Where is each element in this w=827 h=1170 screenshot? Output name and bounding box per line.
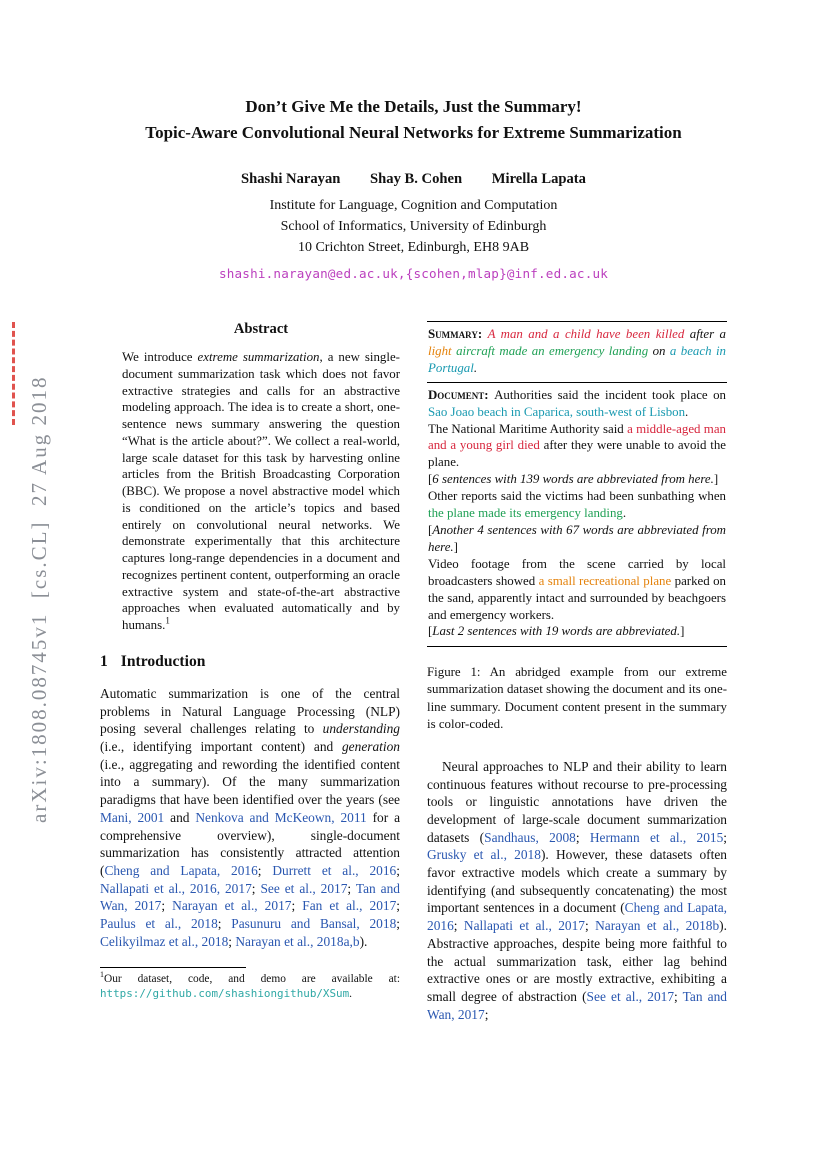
citation-link[interactable]: Nenkova and McKeown, 2011 [195,809,367,825]
text-run: ; [396,898,401,914]
text-run: and [164,809,196,825]
margin-dashed-line [12,322,15,425]
text-run: extreme summarization [197,350,320,364]
text-run: ; [674,988,683,1004]
text-run: Document: [428,387,495,402]
figure-doc-ellipsis-note [428,522,726,556]
text-run: Neural approaches to NLP and their ability to learn continuous features without recourse to pre-processing tools or linguistic annotations have driven the development of large-scale document summarization datasets ( [427,758,727,845]
text-run: . [685,404,689,419]
text-run: 1 [100,970,104,980]
figure-doc-paragraph [428,421,726,472]
text-run: Authorities said the incident took place on [494,387,727,402]
citation-link[interactable]: Narayan et al., 2018a,b [235,933,360,949]
text-run: . [473,360,478,375]
text-run: ; [453,918,464,934]
text-run: Our dataset, code, and demo are available at: [103,973,400,986]
text-run: Another 4 sentences with 67 words are abbreviated from here. [428,522,726,554]
title-line-2: Topic-Aware Convolutional Neural Networks for Extreme Summarization [145,122,682,142]
text-run: ; [484,1006,489,1022]
text-run: a small recreational plane [538,573,672,588]
right-column [427,321,727,1023]
text-run: ; [396,862,400,878]
text-run: A man and a child have been killed [487,327,685,341]
paper-title [0,94,827,145]
text-run: Automatic summarization is one of the central problems in Natural Language Processing (NLP) posing several challenges relating to [100,686,400,737]
figure-doc-ellipsis-note [428,623,726,640]
citation-link[interactable]: See et al., 2017 [586,988,675,1004]
author-name-3: Mirella Lapata [491,171,586,187]
title-line-1: Don’t Give Me the Details, Just the Summary! [245,97,582,116]
section-title: Introduction [120,653,206,671]
citation-link[interactable]: Nallapati et al., 2016, 2017 [100,880,252,896]
two-column-body [0,321,827,1023]
text-run: ; [257,862,273,878]
citation-link[interactable]: Paulus et al., 2018 [100,915,218,931]
text-run: the plane made its emergency landing [428,506,623,521]
affiliation-line-1: Institute for Language, Cognition and Computation [269,198,558,213]
text-run: ; [575,829,590,845]
figure-box [427,321,727,647]
text-run: ] [713,472,719,487]
figure-doc-paragraph [428,556,726,624]
citation-link[interactable]: See et al., 2017 [260,880,348,896]
text-run: ; [161,898,173,914]
citation-link[interactable]: Nallapati et al., 2017 [463,918,585,934]
text-run: (i.e., identifying important content) and [100,739,342,755]
text-run: Video footage from the scene carried by local broadcasters showed [428,556,726,588]
affiliation-line-2: School of Informatics, University of Edinburgh [280,219,547,234]
footnote-text [100,972,400,1002]
author-list [0,171,827,188]
author-name-1: Shashi Narayan [241,171,341,187]
text-run: We introduce [122,350,198,364]
intro-paragraph [100,685,400,950]
text-run: The National Maritime Authority said [428,421,628,436]
abstract-section [122,321,400,634]
figure-doc-paragraph [428,387,726,421]
abstract-text [122,349,400,634]
text-run: after they were unable to avoid the plane. [428,438,726,470]
text-run: ; [396,915,401,931]
text-run: after a [684,327,726,341]
text-run: ] [453,539,458,554]
text-run: aircraft made an emergency landing [456,343,649,358]
citation-link[interactable]: Cheng and Lapata, 2016 [427,900,728,934]
footnote [100,967,400,1002]
figure-caption: Figure 1: An abridged example from our extreme summarization dataset showing the document and its one-line summary. Document content present in the summary is color-coded. [427,665,727,731]
text-run: a middle-aged man and a young girl died [428,421,726,453]
text-run: ). [359,933,368,949]
citation-link[interactable]: Tan and Wan, 2017 [100,880,401,914]
text-run: 1 [165,615,170,626]
abstract-heading: Abstract [233,321,289,337]
text-run: a beach in Portugal [428,343,726,375]
affiliation-line-3: 10 Crichton Street, Edinburgh, EH8 9AB [297,240,530,255]
text-run: parked on the sand, apparently intact and surrounded by beachgoers and emergency workers. [428,573,726,622]
text-run: ; [723,829,728,845]
citation-link[interactable]: Narayan et al., 2017 [172,898,292,914]
citation-link[interactable]: Tan and Wan, 2017 [427,988,727,1022]
left-column [100,321,400,1023]
figure-doc-ellipsis-note [428,471,726,488]
figure-summary-block [427,322,727,383]
citation-link[interactable]: Durrett et al., 2016 [272,862,397,878]
author-name-2: Shay B. Cohen [370,171,463,187]
citation-link[interactable]: Celikyilmaz et al., 2018 [100,933,229,949]
paper-header [0,0,827,281]
citation-link[interactable]: Grusky et al., 2018 [427,847,541,863]
citation-link[interactable]: Mani, 2001 [100,809,165,825]
text-run: 6 sentences with 139 words are abbreviated from here. [432,472,714,487]
text-run: ; [228,933,236,949]
section-heading-introduction [100,653,400,671]
text-run: (i.e., aggregating and rewording the identified content into a summary). Of the many summarization paradigms that have been identified over the years (see [100,756,400,808]
footnote-rule [100,967,246,968]
text-run: ; [251,880,261,896]
text-run: . [349,988,353,1001]
text-run: [ [428,522,433,537]
arxiv-watermark: arXiv:1808.08745v1 [cs.CL] 27 Aug 2018 [27,375,51,823]
citation-link[interactable]: Cheng and Lapata, 2016 [104,862,258,878]
footnote-url-link[interactable]: https://github.com/shashiongithub/XSum [100,987,350,1001]
text-run: [ [428,624,433,639]
email-link[interactable]: shashi.narayan@ed.ac.uk,{scohen,mlap}@inf.ed.ac.uk [218,266,609,281]
text-run: generation [341,739,400,755]
figure-document-block [427,383,727,647]
text-run: Sao Joao beach in Caparica, south-west of Lisbon [428,404,686,419]
text-run: Other reports said the victims had been sunbathing when [428,489,726,504]
figure-1 [427,321,727,733]
text-run: on [648,343,670,358]
text-run: ; [291,898,303,914]
citation-link[interactable]: Pasunuru and Bansal, 2018 [231,915,397,931]
text-run: understanding [322,721,400,737]
text-run: ). However, these datasets often favor extractive models which create a summary by identifying (and subsequently concatenating) the most important sentences in a document ( [427,847,727,916]
text-run: ). Abstractive approaches, despite being more faithful to the actual summarization task, either lag behind extractive ones or are mostly extractive, exhibiting a small degree of abstraction ( [427,918,727,1004]
figure-doc-paragraph [428,488,726,522]
text-run: ; [584,918,596,934]
text-run: , a new single-document summarization task which does not favor extractive strategies and calls for an abstractive modeling approach. The idea is to create a short, one-sentence news summary answering the question “What is the article about?”. We collect a real-world, large scale dataset for this task by harvesting online articles from the British Broadcasting Corporation (BBC). We propose a novel abstractive model which is conditioned on the article’s topics and based entirely on convolutional neural networks. We demonstrate experimentally that this architecture captures long-range dependencies in a document and recognizes pertinent content, outperforming an oracle extractive system and state-of-the-art abstractive approaches when evaluated automatically and by humans. [122,350,400,633]
text-run: [ [428,472,433,487]
text-run: ; [347,880,356,896]
text-run: ] [680,624,685,639]
neural-approaches-paragraph [427,758,727,1023]
citation-link[interactable]: Sandhaus, 2008 [484,829,576,845]
text-run: ; [217,915,232,931]
citation-link[interactable]: Fan et al., 2017 [302,898,397,914]
text-run: Summary: [428,327,488,341]
text-run: . [622,506,627,521]
section-number: 1 [100,653,108,671]
text-run: Last 2 sentences with 19 words are abbreviated. [432,624,681,639]
text-run: light [428,343,452,358]
text-run: for a comprehensive overview), single-document summarization has consistently attracted attention ( [100,809,401,878]
citation-link[interactable]: Narayan et al., 2018b [595,918,720,934]
citation-link[interactable]: Hermann et al., 2015 [589,829,724,845]
